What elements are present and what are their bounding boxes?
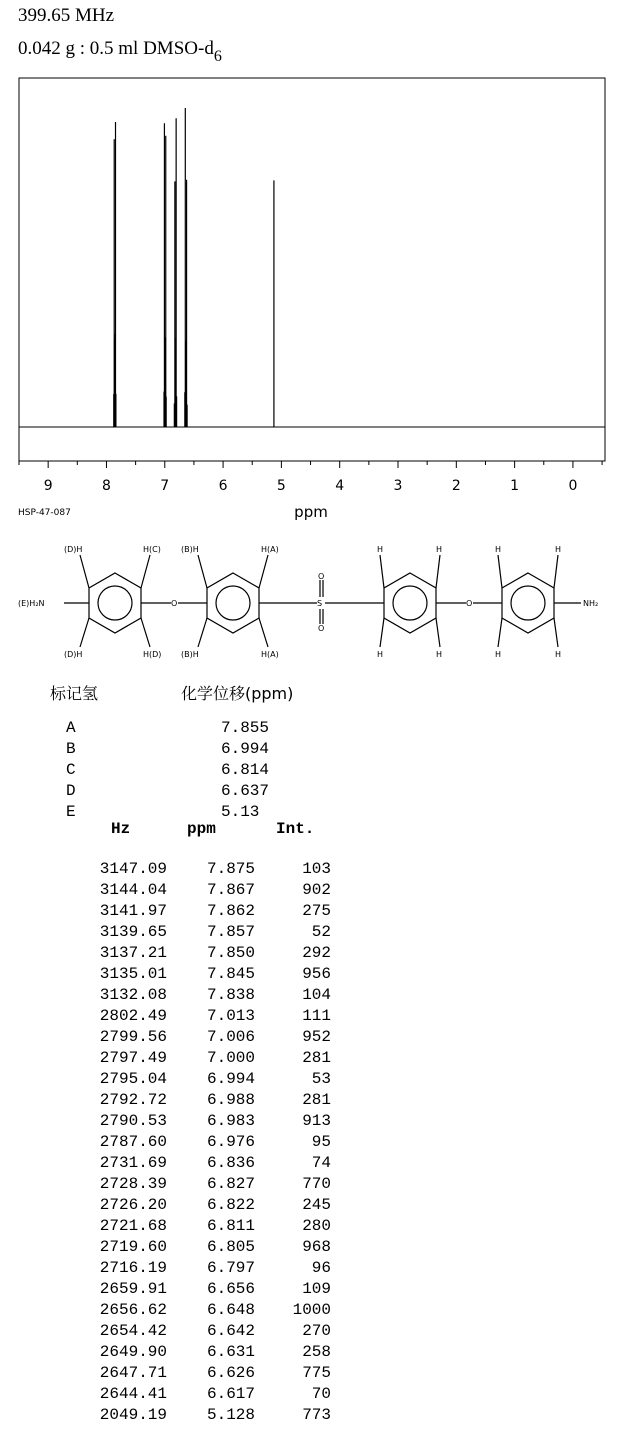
table-row bbox=[0, 1322, 400, 1343]
peak-int: 1000 bbox=[292, 1301, 331, 1319]
peak-ppm: 6.836 bbox=[206, 1154, 255, 1172]
x-tick-label: 0 bbox=[568, 478, 578, 494]
h-label-c: H(C) bbox=[143, 545, 161, 554]
h-ring3-tl: H bbox=[377, 545, 384, 554]
peak-hz: 2719.60 bbox=[99, 1238, 167, 1256]
molecule-structure bbox=[0, 535, 618, 665]
plot-frame bbox=[19, 78, 605, 461]
peak-int: 775 bbox=[302, 1364, 331, 1382]
assignment-shift: 7.855 bbox=[221, 719, 270, 737]
amine-right: NH₂ bbox=[583, 599, 599, 608]
table-row bbox=[0, 1049, 400, 1070]
assignment-label: E bbox=[66, 803, 76, 821]
table-row bbox=[0, 860, 400, 881]
table-row bbox=[0, 986, 400, 1007]
peak-int: 770 bbox=[302, 1175, 331, 1193]
peak-hz: 2799.56 bbox=[99, 1028, 167, 1046]
table-row bbox=[0, 1238, 400, 1259]
aromatic-circle-3 bbox=[393, 586, 427, 620]
assignment-label: C bbox=[66, 761, 76, 779]
peak-hz: 2656.62 bbox=[99, 1301, 167, 1319]
table-row bbox=[0, 1133, 400, 1154]
peak-int: 70 bbox=[311, 1385, 331, 1403]
nmr-spectrum-chart bbox=[0, 70, 618, 530]
h-ring3-bl: H bbox=[377, 650, 384, 659]
assignment-label: D bbox=[66, 782, 76, 800]
peak-hz: 2731.69 bbox=[99, 1154, 167, 1172]
x-tick-label: 7 bbox=[160, 478, 170, 494]
peak-int: 280 bbox=[302, 1217, 331, 1235]
peak-ppm: 6.617 bbox=[206, 1385, 255, 1403]
peak-ppm: 6.656 bbox=[206, 1280, 255, 1298]
peak-int: 109 bbox=[302, 1280, 331, 1298]
peak-hz: 3141.97 bbox=[99, 902, 167, 920]
peak-ppm: 6.994 bbox=[206, 1070, 255, 1088]
peak-int: 902 bbox=[302, 881, 331, 899]
amine-e-label: (E)H₂N bbox=[18, 599, 45, 608]
peak-hz: 2790.53 bbox=[99, 1112, 167, 1130]
table-row bbox=[0, 1385, 400, 1406]
ether-oxygen-2: O bbox=[466, 599, 473, 608]
peak-hz: 2649.90 bbox=[99, 1343, 167, 1361]
x-tick-label: 8 bbox=[102, 478, 111, 494]
peak-int: 96 bbox=[311, 1259, 331, 1277]
peak-int: 74 bbox=[311, 1154, 331, 1172]
aromatic-circle-4 bbox=[511, 586, 545, 620]
h-ring4-tl: H bbox=[495, 545, 502, 554]
peak-ppm: 7.013 bbox=[206, 1007, 255, 1025]
peak-int: 95 bbox=[311, 1133, 331, 1151]
table-row bbox=[0, 1154, 400, 1175]
peak-ppm: 6.983 bbox=[206, 1112, 255, 1130]
h-label-a-top: H(A) bbox=[261, 545, 279, 554]
sample-description bbox=[18, 38, 222, 66]
assignment-col-label: 标记氢 bbox=[50, 684, 99, 703]
x-tick-label: 4 bbox=[335, 478, 345, 494]
table-row bbox=[0, 1259, 400, 1280]
peak-ppm: 7.838 bbox=[206, 986, 255, 1004]
assignment-shift: 5.13 bbox=[221, 803, 260, 821]
peak-hz: 2654.42 bbox=[99, 1322, 167, 1340]
peak-hz: 2787.60 bbox=[99, 1133, 167, 1151]
peak-hz: 3135.01 bbox=[99, 965, 167, 983]
peak-int: 275 bbox=[302, 902, 331, 920]
table-row bbox=[0, 944, 400, 965]
h-label-a-bottom: H(A) bbox=[261, 650, 279, 659]
h-ring3-tr: H bbox=[436, 545, 443, 554]
table-row bbox=[0, 1364, 400, 1385]
peak-ppm: 7.862 bbox=[206, 902, 255, 920]
peak-int: 773 bbox=[302, 1406, 331, 1424]
assignment-shift: 6.814 bbox=[221, 761, 270, 779]
ether-oxygen-1: O bbox=[171, 599, 178, 608]
peak-ppm: 6.822 bbox=[206, 1196, 255, 1214]
peak-int: 103 bbox=[302, 860, 331, 878]
peak-ppm: 7.850 bbox=[206, 944, 255, 962]
h-label-d-bottom-left: (D)H bbox=[64, 650, 83, 659]
h-label-d-top: (D)H bbox=[64, 545, 83, 554]
x-tick-label: 2 bbox=[451, 478, 461, 494]
assignment-label: A bbox=[66, 719, 76, 737]
peak-int: 956 bbox=[302, 965, 331, 983]
sample-subscript: 6 bbox=[213, 48, 222, 65]
x-tick-label: 9 bbox=[43, 478, 53, 494]
peak-ppm: 6.631 bbox=[206, 1343, 255, 1361]
table-row bbox=[0, 1028, 400, 1049]
table-row bbox=[0, 1343, 400, 1364]
benzene-ring-3 bbox=[384, 573, 436, 633]
peak-int: 292 bbox=[302, 944, 331, 962]
table-row bbox=[0, 1406, 400, 1427]
table-row bbox=[0, 1280, 400, 1301]
peak-int: 53 bbox=[311, 1070, 331, 1088]
peak-int: 52 bbox=[311, 923, 331, 941]
peak-hz: 2647.71 bbox=[99, 1364, 167, 1382]
peak-ppm: 7.845 bbox=[206, 965, 255, 983]
table-row bbox=[0, 1175, 400, 1196]
header-hz: Hz bbox=[111, 820, 131, 838]
table-row bbox=[0, 923, 400, 944]
table-row bbox=[0, 902, 400, 923]
peak-int: 270 bbox=[302, 1322, 331, 1340]
peak-int: 952 bbox=[302, 1028, 331, 1046]
table-row bbox=[0, 1091, 400, 1112]
benzene-ring-1 bbox=[89, 573, 141, 633]
peak-ppm: 7.875 bbox=[206, 860, 255, 878]
x-tick-label: 3 bbox=[393, 478, 403, 494]
peak-hz: 2049.19 bbox=[99, 1406, 167, 1424]
peak-hz: 2728.39 bbox=[99, 1175, 167, 1193]
peak-int: 111 bbox=[302, 1007, 331, 1025]
spectrometer-frequency: 399.65 MHz bbox=[18, 5, 115, 26]
peak-ppm: 7.857 bbox=[206, 923, 255, 941]
peak-ppm: 6.988 bbox=[206, 1091, 255, 1109]
h-ring3-br: H bbox=[436, 650, 443, 659]
x-tick-label: 5 bbox=[276, 478, 286, 494]
peak-hz: 2659.91 bbox=[99, 1280, 167, 1298]
assignment-label: B bbox=[66, 740, 76, 758]
sample-text: 0.042 g : 0.5 ml DMSO-d bbox=[18, 38, 214, 59]
table-row bbox=[0, 1112, 400, 1133]
peak-ppm: 6.648 bbox=[206, 1301, 255, 1319]
h-ring4-tr: H bbox=[555, 545, 562, 554]
x-axis-ticks bbox=[19, 461, 602, 494]
table-row bbox=[0, 965, 400, 986]
table-row bbox=[0, 1196, 400, 1217]
h-label-d-bottom-right: H(D) bbox=[143, 650, 162, 659]
peak-int: 258 bbox=[302, 1343, 331, 1361]
header-int: Int. bbox=[276, 820, 315, 838]
x-axis-label: ppm bbox=[294, 503, 328, 521]
peak-ppm: 7.006 bbox=[206, 1028, 255, 1046]
peak-hz: 3144.04 bbox=[99, 881, 167, 899]
spectrum-code: HSP-47-087 bbox=[18, 508, 71, 518]
peak-hz: 2797.49 bbox=[99, 1049, 167, 1067]
peak-ppm: 6.827 bbox=[206, 1175, 255, 1193]
peak-ppm: 6.626 bbox=[206, 1364, 255, 1382]
table-row bbox=[0, 1070, 400, 1091]
peak-int: 245 bbox=[302, 1196, 331, 1214]
peak-ppm: 5.128 bbox=[206, 1406, 255, 1424]
peak-hz: 2726.20 bbox=[99, 1196, 167, 1214]
peak-ppm: 7.000 bbox=[206, 1049, 255, 1067]
sulfur-atom: S bbox=[317, 599, 323, 608]
peak-ppm: 6.642 bbox=[206, 1322, 255, 1340]
peak-int: 913 bbox=[302, 1112, 331, 1130]
peak-ppm: 6.976 bbox=[206, 1133, 255, 1151]
table-row bbox=[0, 1007, 400, 1028]
peak-hz: 2795.04 bbox=[99, 1070, 167, 1088]
assignment-shift: 6.994 bbox=[221, 740, 270, 758]
peak-hz: 2802.49 bbox=[99, 1007, 167, 1025]
peak-hz: 2792.72 bbox=[99, 1091, 167, 1109]
aromatic-circle-1 bbox=[98, 586, 132, 620]
h-ring4-br: H bbox=[555, 650, 562, 659]
peak-hz: 2721.68 bbox=[99, 1217, 167, 1235]
benzene-ring-4 bbox=[502, 573, 554, 633]
h-label-b-top: (B)H bbox=[181, 545, 199, 554]
peak-ppm: 6.811 bbox=[206, 1217, 255, 1235]
peak-hz: 3147.09 bbox=[99, 860, 167, 878]
peak-table-header bbox=[0, 820, 618, 840]
peak-int: 104 bbox=[302, 986, 331, 1004]
peak-ppm: 6.797 bbox=[206, 1259, 255, 1277]
header-ppm: ppm bbox=[187, 820, 216, 838]
peak-int: 968 bbox=[302, 1238, 331, 1256]
table-row bbox=[0, 1217, 400, 1238]
peak-hz: 2644.41 bbox=[99, 1385, 167, 1403]
x-tick-label: 6 bbox=[218, 478, 228, 494]
peak-int: 281 bbox=[302, 1091, 331, 1109]
sulfonyl-oxygen-top: O bbox=[318, 572, 325, 581]
h-label-b-bottom: (B)H bbox=[181, 650, 199, 659]
peak-ppm: 7.867 bbox=[206, 881, 255, 899]
table-row bbox=[0, 881, 400, 902]
h-ring4-bl: H bbox=[495, 650, 502, 659]
sulfonyl-oxygen-bottom: O bbox=[318, 624, 325, 633]
assignment-shift: 6.637 bbox=[221, 782, 270, 800]
x-tick-label: 1 bbox=[510, 478, 520, 494]
aromatic-circle-2 bbox=[216, 586, 250, 620]
assignment-col-shift: 化学位移(ppm) bbox=[181, 684, 294, 703]
table-row bbox=[0, 1301, 400, 1322]
peak-int: 281 bbox=[302, 1049, 331, 1067]
peak-hz: 2716.19 bbox=[99, 1259, 167, 1277]
peak-hz: 3137.21 bbox=[99, 944, 167, 962]
peak-table bbox=[0, 860, 400, 1427]
peak-hz: 3132.08 bbox=[99, 986, 167, 1004]
spectrum-peaks bbox=[114, 108, 274, 427]
peak-hz: 3139.65 bbox=[99, 923, 167, 941]
benzene-ring-2 bbox=[207, 573, 259, 633]
peak-ppm: 6.805 bbox=[206, 1238, 255, 1256]
